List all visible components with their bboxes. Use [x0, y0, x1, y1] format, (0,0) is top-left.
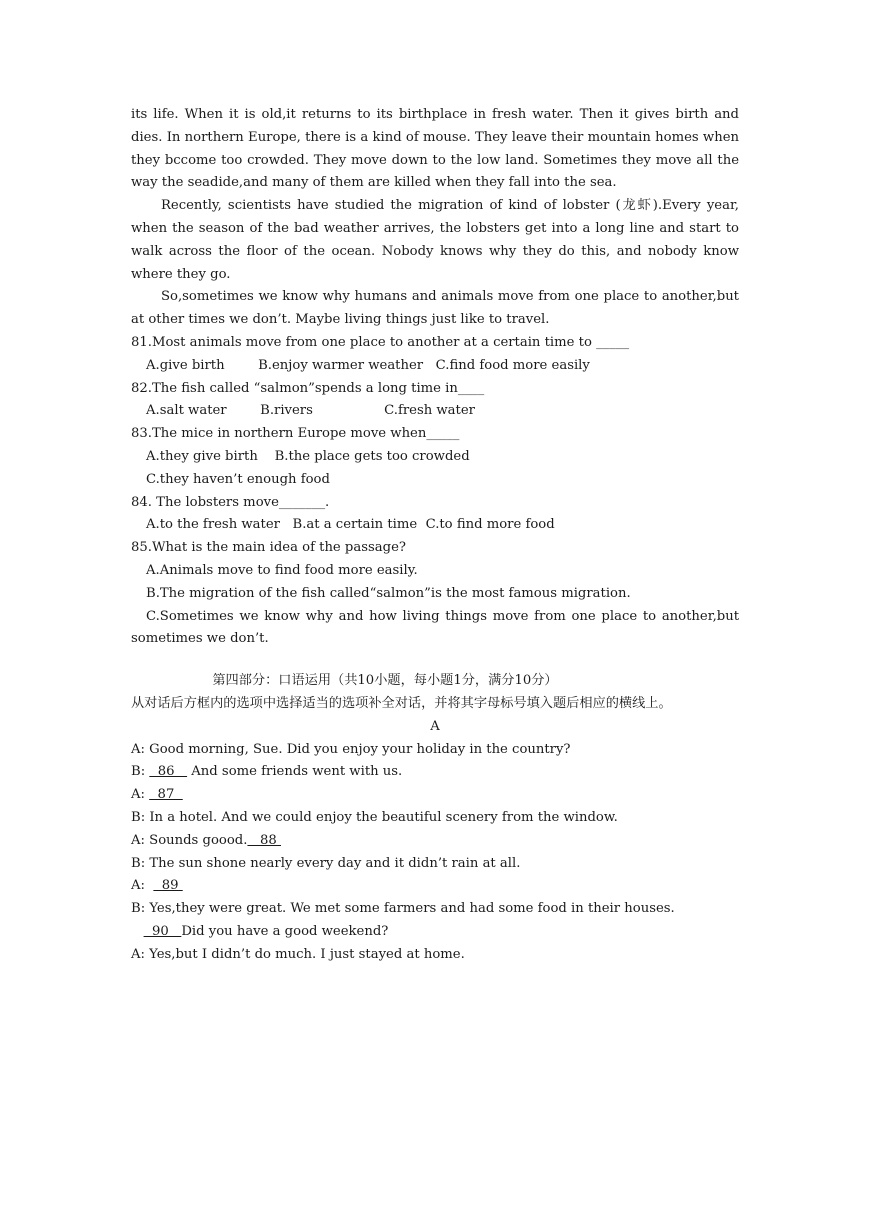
question-stem: 85.What is the main idea of the passage? [131, 540, 406, 556]
question-options: C.they haven’t enough food [146, 471, 330, 487]
dialogue [131, 739, 739, 967]
dialogue-line [131, 784, 739, 807]
dialogue-line: A: Yes,but I didn’t do much. I just stayed at home. [131, 946, 465, 962]
answer-blank-86[interactable]: 86 [149, 764, 188, 780]
indent [131, 924, 144, 939]
line-text: A: Sounds goood. [131, 832, 248, 848]
section-instruction: 从对话后方框内的选项中选择适当的选项补全对话，并将其字母标号填入题后相应的横线上。 [131, 695, 672, 711]
dialogue-line [131, 761, 739, 784]
answer-blank-87[interactable]: 87 [149, 787, 183, 803]
dialogue-line [131, 921, 739, 944]
passage-paragraph-2: Recently, scientists have studied the migration of kind of lobster (龙虾).Every year, when the season of the bad weather arrives, the lobsters get into a long line and start to walk across the floor of the ocean. Nobody knows why they do this, and nobody know where they go. [131, 198, 739, 282]
section-title: 第四部分：口语运用（共10小题，每小题1分，满分10分） [212, 673, 558, 689]
question-stem: 83.The mice in northern Europe move when_____ [131, 426, 460, 442]
question-84 [131, 492, 739, 538]
speaker: A: [131, 787, 150, 803]
question-82 [131, 378, 739, 424]
question-stem: 81.Most animals move from one place to another at a certain time to _____ [131, 334, 630, 350]
question-81 [131, 332, 739, 378]
passage-paragraph-3: So,sometimes we know why humans and animals move from one place to another,but at other times we don’t. Maybe living things just like to travel. [131, 289, 739, 328]
question-options: A.they give birth B.the place gets too crowded [146, 448, 470, 464]
question-options: B.The migration of the fish called“salmon”is the most famous migration. [146, 585, 631, 601]
document-page [131, 104, 739, 966]
question-stem: 84. The lobsters move_______. [131, 494, 330, 510]
question-stem: 82.The fish called “salmon”spends a long time in____ [131, 380, 485, 396]
dialogue-line: A: Good morning, Sue. Did you enjoy your holiday in the country? [131, 741, 571, 757]
question-85 [131, 537, 739, 651]
line-text: And some friends went with us. [187, 764, 403, 780]
question-options: A.to the fresh water B.at a certain time C.to find more food [146, 517, 555, 533]
question-options: A.salt water B.rivers C.fresh water [146, 403, 475, 419]
dialogue-label: A [430, 718, 440, 734]
dialogue-line: B: The sun shone nearly every day and it didn’t rain at all. [131, 855, 521, 871]
dialogue-line: B: In a hotel. And we could enjoy the beautiful scenery from the window. [131, 809, 618, 825]
passage-paragraph-1: its life. When it is old,it returns to its birthplace in fresh water. Then it gives birth and dies. In northern Europe, there is a kind of mouse. They leave their mountain homes when they bccome too crowded. They move down to the low land. Sometimes they move all the way the seadide,and many of them are killed when they fall into the sea. [131, 107, 739, 191]
question-83 [131, 423, 739, 491]
question-options: A.Animals move to find food more easily. [146, 562, 418, 578]
answer-blank-89[interactable]: 89 [153, 878, 183, 894]
speaker: A: [131, 878, 154, 894]
answer-blank-88[interactable]: 88 [247, 832, 281, 848]
line-text: Did you have a good weekend? [181, 923, 389, 939]
dialogue-line [131, 830, 739, 853]
question-options: A.give birth B.enjoy warmer weather C.find food more easily [146, 357, 590, 373]
answer-blank-90[interactable]: 90 [143, 923, 182, 939]
dialogue-line: B: Yes,they were great. We met some farmers and had some food in their houses. [131, 901, 675, 917]
question-option-c: C.Sometimes we know why and how living things move from one place to another,but sometimes we don’t. [131, 608, 739, 647]
dialogue-line [131, 875, 739, 898]
speaker: B: [131, 764, 150, 780]
